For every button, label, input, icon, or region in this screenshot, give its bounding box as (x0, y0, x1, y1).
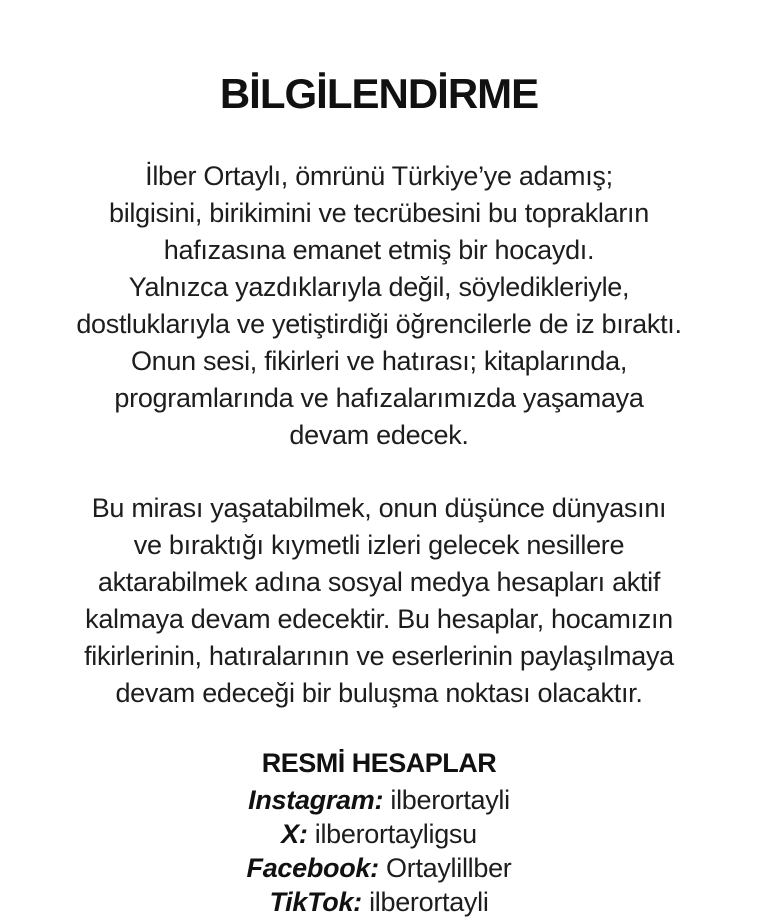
paragraph-line: devam edeceği bir buluşma noktası olacaktır. (115, 678, 643, 708)
account-platform-label: Facebook: (246, 853, 379, 883)
intro-paragraph (40, 158, 718, 454)
paragraph-line: devam edecek. (289, 420, 469, 450)
accounts-heading: RESMİ HESAPLAR (261, 748, 497, 778)
page-title: BİLGİLENDİRME (219, 70, 539, 117)
legacy-paragraph (40, 490, 718, 712)
account-platform-label: Instagram: (248, 785, 384, 815)
account-handle: Ortaylillber (386, 853, 512, 883)
paragraph-line: hafızasına emanet etmiş bir hocaydı. (163, 235, 595, 265)
paragraph-line: aktarabilmek adına sosyal medya hesapları aktif (97, 567, 661, 597)
paragraph-line: Onun sesi, fikirleri ve hatırası; kitaplarında, (130, 346, 628, 376)
paragraph-line: İlber Ortaylı, ömrünü Türkiye’ye adamış; (145, 161, 613, 191)
paragraph-line: Yalnızca yazdıklarıyla değil, söyledikleriyle, (128, 272, 630, 302)
paragraph-line: fikirlerinin, hatıralarının ve eserlerinin paylaşılmaya (84, 641, 674, 671)
account-handle: ilberortayli (390, 785, 510, 815)
account-platform-label: X: (281, 819, 308, 849)
official-accounts-section (40, 748, 718, 919)
account-handle: ilberortayligsu (314, 819, 477, 849)
paragraph-line: dostluklarıyla ve yetiştirdiği öğrencilerle de iz bıraktı. (76, 309, 682, 339)
paragraph-line: Bu mirası yaşatabilmek, onun düşünce dünyasını (91, 493, 667, 523)
account-handle: ilberortayli (369, 887, 489, 917)
paragraph-line: kalmaya devam edecektir. Bu hesaplar, hocamızın (85, 604, 673, 634)
paragraph-line: programlarında ve hafızalarımızda yaşamaya (114, 383, 644, 413)
account-item-x (40, 817, 718, 851)
paragraph-line: bilgisini, birikimini ve tecrübesini bu toprakların (109, 198, 649, 228)
account-item-tiktok (40, 885, 718, 919)
account-platform-label: TikTok: (269, 887, 362, 917)
account-item-facebook (40, 851, 718, 885)
paragraph-line: ve bıraktığı kıymetli izleri gelecek nesillere (133, 530, 625, 560)
account-item-instagram (40, 783, 718, 817)
